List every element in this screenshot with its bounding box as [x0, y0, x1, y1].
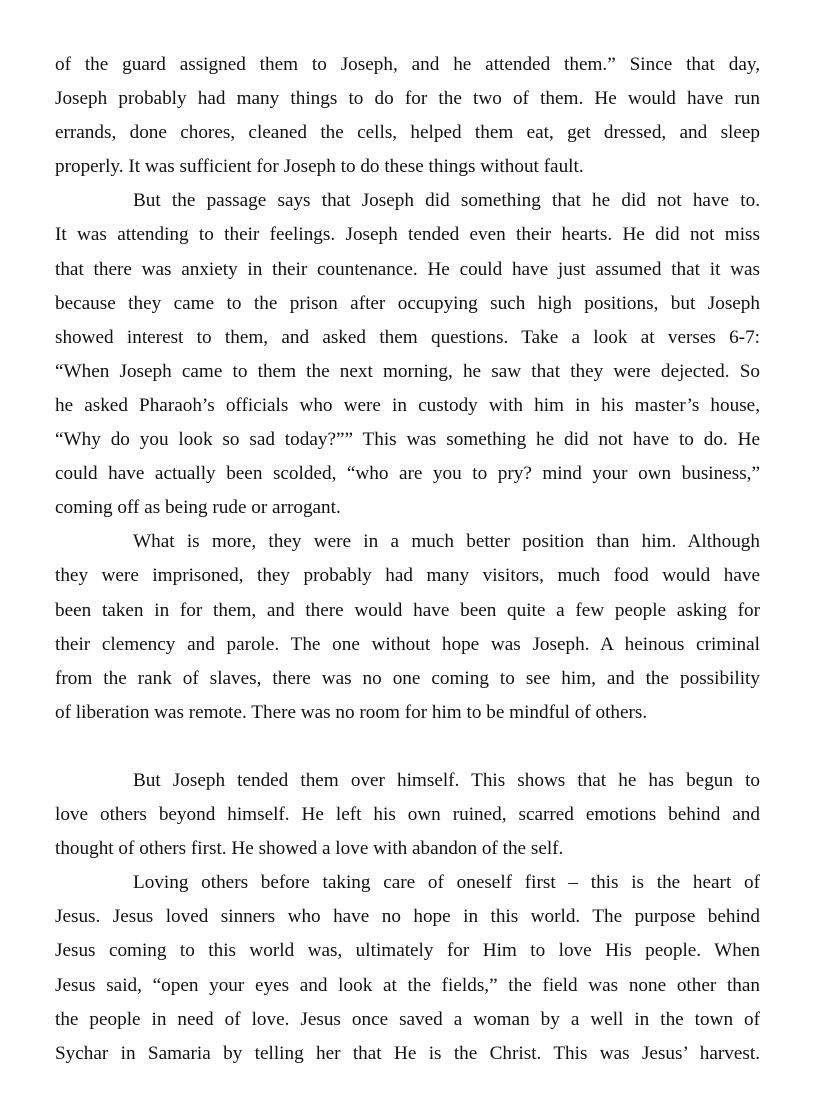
text-line: showed interest to them, and asked them questions. Take a look at verses 6-7: [55, 326, 760, 348]
paragraph [55, 764, 760, 866]
paragraph [55, 48, 760, 184]
text-line: Jesus. Jesus loved sinners who have no hope in this world. The purpose behind [55, 906, 760, 928]
text-line: love others beyond himself. He left his own ruined, scarred emotions behind and [55, 804, 760, 826]
text-line: properly. It was sufficient for Joseph to do these things without fault. [55, 156, 584, 178]
text-line: But Joseph tended them over himself. This shows that he has begun to [133, 769, 760, 791]
text-line: But the passage says that Joseph did something that he did not have to. [133, 190, 760, 212]
text-line: they were imprisoned, they probably had many visitors, much food would have [55, 565, 760, 587]
text-line: coming off as being rude or arrogant. [55, 497, 341, 519]
text-line: thought of others first. He showed a love with abandon of the self. [55, 838, 564, 860]
text-line: Sychar in Samaria by telling her that He is the Christ. This was Jesus’ harvest. [55, 1042, 760, 1064]
paragraph [55, 525, 760, 730]
text-line: errands, done chores, cleaned the cells, helped them eat, get dressed, and sleep [55, 122, 760, 144]
text-line: Loving others before taking care of oneself first – this is the heart of [133, 872, 760, 894]
paragraph [55, 866, 760, 1071]
text-line: “When Joseph came to them the next morning, he saw that they were dejected. So [55, 360, 760, 382]
blank-line [55, 730, 760, 764]
text-line: because they came to the prison after occupying such high positions, but Joseph [55, 292, 760, 314]
text-line: their clemency and parole. The one without hope was Joseph. A heinous criminal [55, 633, 760, 655]
text-line: from the rank of slaves, there was no one coming to see him, and the possibility [55, 667, 760, 689]
text-line: Jesus said, “open your eyes and look at the fields,” the field was none other than [55, 974, 760, 996]
text-line: Jesus coming to this world was, ultimately for Him to love His people. When [55, 940, 760, 962]
text-line: of liberation was remote. There was no room for him to be mindful of others. [55, 701, 648, 723]
paragraph [55, 184, 760, 525]
text-line: of the guard assigned them to Joseph, and he attended them.” Since that day, [55, 54, 760, 75]
text-line: he asked Pharaoh’s officials who were in custody with him in his master’s house, [55, 394, 760, 416]
text-line: could have actually been scolded, “who are you to pry? mind your own business,” [55, 463, 760, 485]
text-line: It was attending to their feelings. Joseph tended even their hearts. He did not miss [55, 224, 760, 246]
text-line: the people in need of love. Jesus once saved a woman by a well in the town of [55, 1008, 760, 1030]
text-line: “Why do you look so sad today?”” This was something he did not have to do. He [55, 429, 760, 451]
text-line: Joseph probably had many things to do for the two of them. He would have run [55, 88, 760, 110]
text-line: that there was anxiety in their countenance. He could have just assumed that it was [55, 258, 760, 280]
text-line: been taken in for them, and there would have been quite a few people asking for [55, 599, 760, 621]
text-line: What is more, they were in a much better position than him. Although [133, 531, 760, 553]
